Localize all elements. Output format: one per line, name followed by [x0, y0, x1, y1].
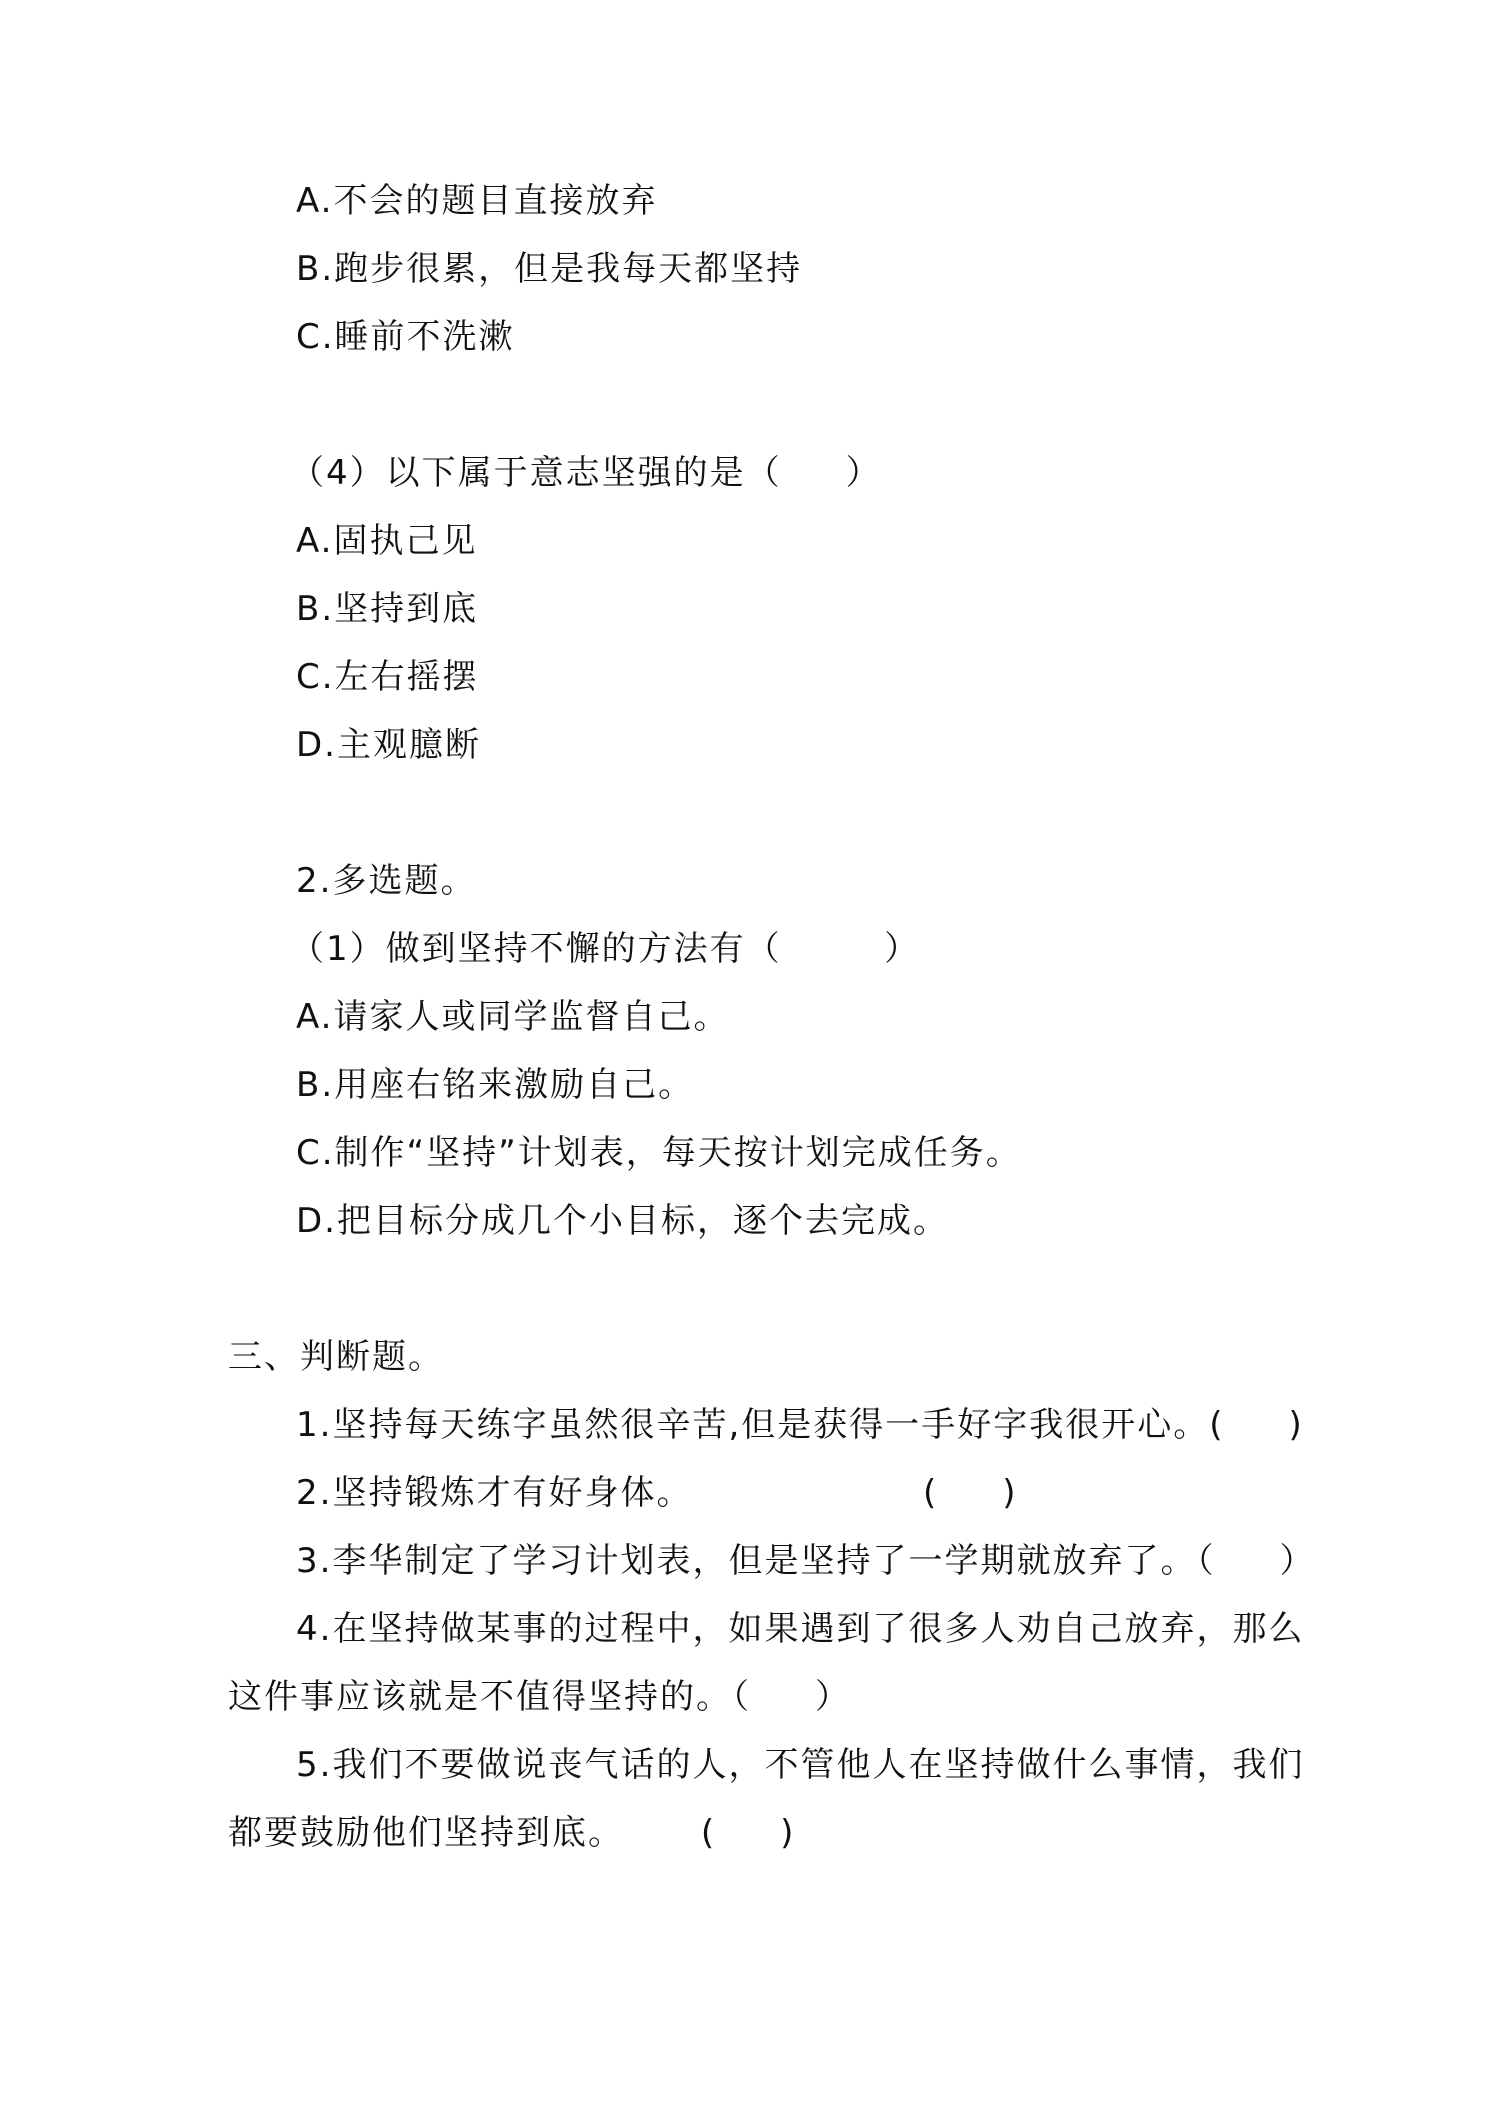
multi-q1-option-b: B.用座右铭来激励自己。: [296, 1065, 695, 1105]
q3-option-a: A.不会的题目直接放弃: [296, 181, 658, 221]
judge-item-4-line-2: 这件事应该就是不值得坚持的。（ ）: [228, 1677, 852, 1717]
multi-choice-heading: 2.多选题。: [296, 861, 477, 901]
multi-q1-stem: （1）做到坚持不懈的方法有（ ）: [290, 929, 921, 969]
q4-stem: （4）以下属于意志坚强的是（ ）: [290, 453, 882, 493]
judge-item-1: 1.坚持每天练字虽然很辛苦,但是获得一手好字我很开心。( ): [296, 1405, 1304, 1445]
judge-item-3: 3.李华制定了学习计划表，但是坚持了一学期就放弃了。（ ）: [296, 1541, 1316, 1581]
q3-option-c: C.睡前不洗漱: [296, 317, 515, 357]
multi-q1-option-d: D.把目标分成几个小目标，逐个去完成。: [296, 1201, 949, 1241]
judge-item-5-line-2: 都要鼓励他们坚持到底。 ( ): [228, 1813, 796, 1853]
judge-item-4-line-1: 4.在坚持做某事的过程中，如果遇到了很多人劝自己放弃，那么: [296, 1609, 1305, 1649]
q4-option-d: D.主观臆断: [296, 725, 481, 765]
q4-option-c: C.左右摇摆: [296, 657, 479, 697]
multi-q1-option-c: C.制作“坚持”计划表，每天按计划完成任务。: [296, 1133, 1022, 1173]
judge-item-5-line-1: 5.我们不要做说丧气话的人，不管他人在坚持做什么事情，我们: [296, 1745, 1305, 1785]
multi-q1-option-a: A.请家人或同学监督自己。: [296, 997, 730, 1037]
q3-option-b: B.跑步很累，但是我每天都坚持: [296, 249, 803, 289]
judge-item-2: 2.坚持锻炼才有好身体。 ( ): [296, 1473, 1018, 1513]
q4-option-b: B.坚持到底: [296, 589, 479, 629]
judge-heading: 三、判断题。: [228, 1337, 444, 1377]
q4-option-a: A.固执己见: [296, 521, 478, 561]
